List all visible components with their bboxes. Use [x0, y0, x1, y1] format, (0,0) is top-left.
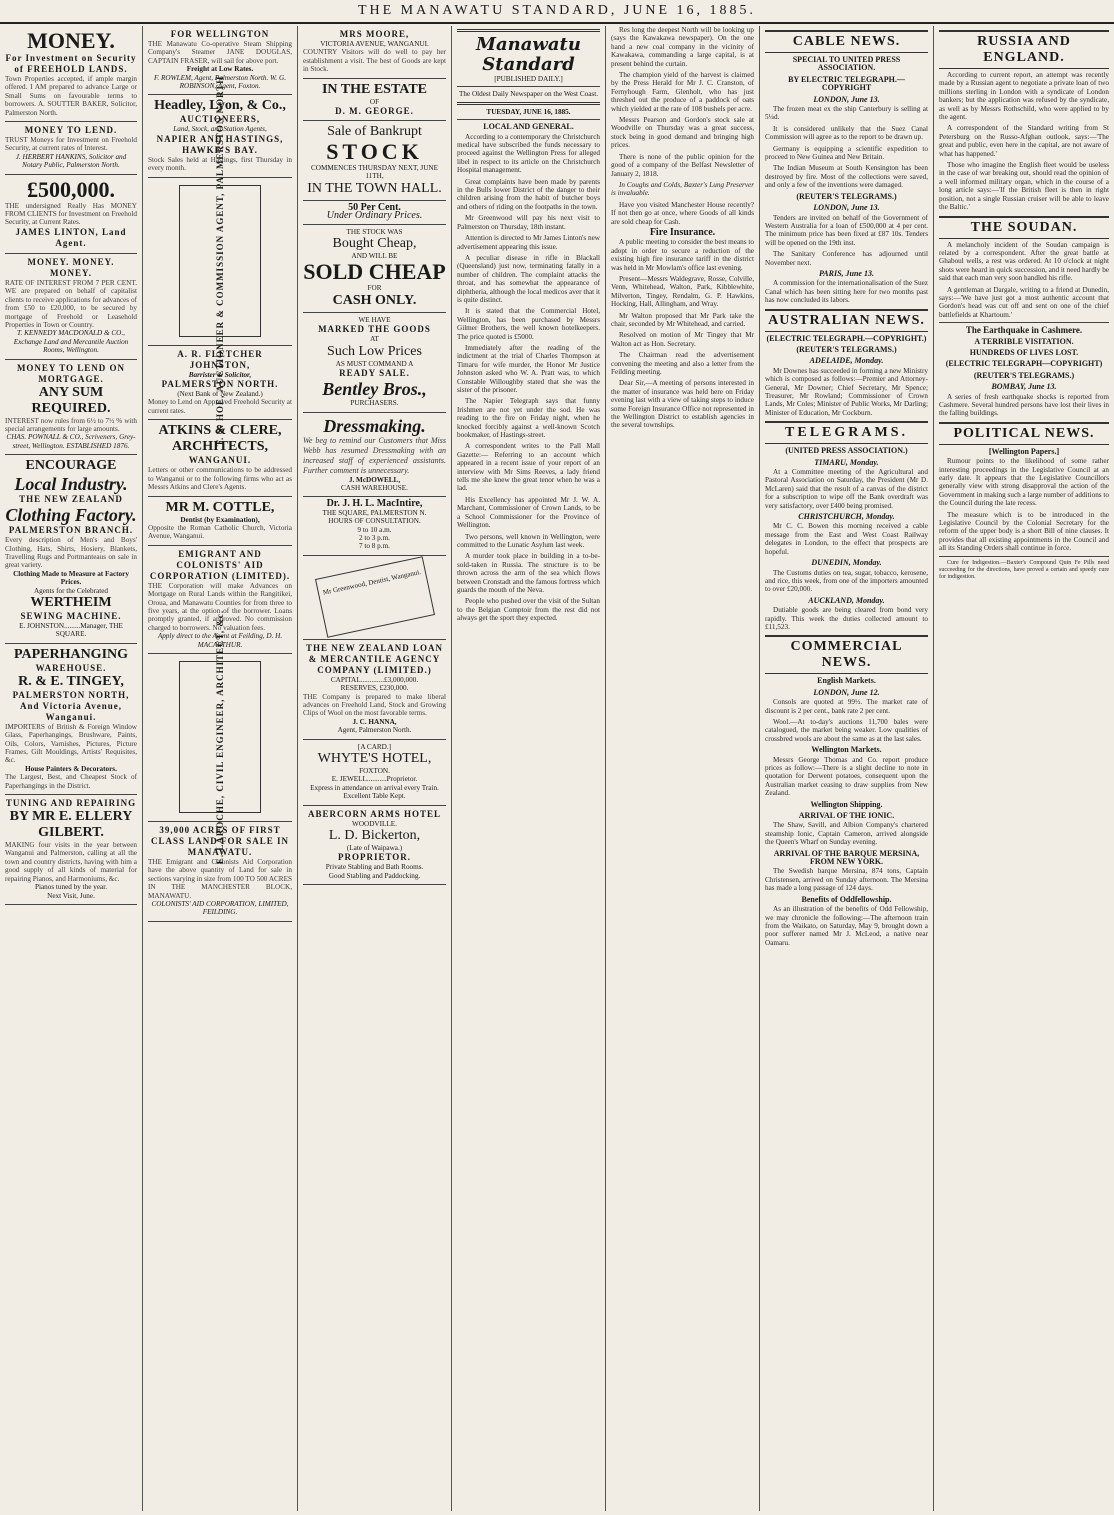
tingey: R. & E. TINGEY, — [18, 673, 124, 689]
welly-mkts: Wellington Markets. — [811, 745, 882, 755]
lend-body: TRUST Moneys for Investment on Freehold Security, at current rates of Interest. — [5, 136, 137, 153]
money3-title: MONEY. MONEY. MONEY. — [27, 256, 115, 278]
col4-p7: Immediately after the reading of the indictment at the trial of Charles Thompson at Timaru for wife murder, the Honor Mr Justice Johnston asked who W. A. Pratt was, to which Constable Willoughby stated that she was the sister of the prisoner. — [457, 343, 600, 394]
napier: NAPIER AND HASTINGS, HAWKE'S BAY. — [156, 133, 284, 155]
big-sum: £500,000. — [27, 176, 115, 202]
col4-p12: A murder took place in building in a to-be-sold-taken in Russia. The structure is to be thrown across the arm of the sea which flows between Cronstadt and the famous fortress which guards the mouth of the Neva. — [457, 552, 600, 594]
ellery-body: MAKING four visits in the year between Wanganui and Palmerston, calling at all the town and country districts, having with him a good supply of all kinds of material for repairing Pianos, and Harmoniums, &c. — [5, 841, 137, 883]
column-5 — [605, 26, 759, 1511]
col7-p2: A correspondent of the Standard writing from St Petersburg on the Russo-Afghan outlook, says:—'The great and public, even here in the capital, are not aware of what has happened.' — [939, 124, 1109, 158]
reserves: RESERVES, £230,000. — [340, 684, 409, 693]
col6-p1: The frozen meat ex the ship Canterbury is selling at 5¼d. — [765, 105, 928, 122]
col6-p14: Wool.—At to-day's auctions 11,700 bales were catalogued, the market being weaker. Low qualities of crossbred wools are about the same as at the last sales. — [765, 717, 928, 743]
land: Land, Stock, and Station Agents, — [173, 125, 267, 134]
under: Under Ordinary Prices. — [326, 210, 423, 222]
paris: PARIS, June 13. — [819, 268, 874, 278]
bank: (Next Bank of New Zealand.) — [177, 390, 263, 399]
branch-body: Every description of Men's and Boys' Clothing, Hats, Shirts, Hosiery, Blankets, Travelling Rugs and Portmanteaus on sale in great variety. — [5, 536, 137, 570]
money-title: MONEY. — [27, 28, 115, 53]
palm: PALMERSTON NORTH. — [161, 379, 279, 390]
branch: PALMERSTON BRANCH. — [8, 525, 134, 536]
next-visit: Next Visit, June. — [47, 891, 95, 900]
column-6 — [759, 26, 933, 1511]
of: OF — [369, 97, 380, 106]
stabling: Good Stabling and Paddocking. — [328, 871, 421, 880]
hanna: J. C. HANNA, — [352, 717, 397, 726]
published: [PUBLISHED DAILY.] — [494, 75, 563, 83]
telegrams: TELEGRAMS. — [765, 421, 928, 444]
column-2 — [142, 26, 297, 1511]
for-wellington: FOR WELLINGTON — [170, 29, 270, 39]
acres-sign: COLONISTS' AID CORPORATION, LIMITED, FEILDING. — [151, 900, 289, 917]
abercorn: ABERCORN ARMS HOTEL — [307, 808, 442, 819]
col5-p9: Resolved on motion of Mr Tingey that Mr Walton act as Hon. Secretary. — [611, 331, 754, 348]
baths: Private Stabling and Bath Rooms. — [325, 863, 424, 872]
reuter: (REUTER'S TELEGRAMS.) — [796, 191, 897, 201]
h3: 7 to 8 p.m. — [359, 542, 390, 551]
bought: Bought Cheap, — [332, 236, 417, 252]
col4-p3: Mr Greenwood will pay his next visit to Palmerston on Thursday, 18th instant. — [457, 214, 600, 231]
london1: LONDON, June 13. — [813, 94, 880, 104]
sold-cheap: SOLD CHEAP — [303, 259, 446, 285]
dentist: Dentist (by Examination), — [180, 515, 260, 524]
russia-england: RUSSIA AND ENGLAND. — [939, 30, 1109, 69]
paperhanging: PAPERHANGING — [13, 646, 129, 662]
express: Express in attendance on arrival every Train. — [310, 783, 439, 792]
acres: 39,000 ACRES OF FIRST CLASS LAND FOR SALE IN MANAWATU. — [150, 824, 290, 857]
by-elec: BY ELECTRIC TELEGRAPH.—COPYRIGHT — [788, 74, 905, 93]
col7-p3: Those who imagine the English fleet would be useless in the case of war breaking out, should read the opinion of a well informed military organ, which in the course of a long article says:—'If the British fleet is then in right position, not a single Russian cruiser will be able to leave the Baltic.' — [939, 161, 1109, 212]
col6-p12: Dutiable goods are being cleared from bond very rapidly. This week the duties collected amount to £11,523. — [765, 606, 928, 631]
ad-ellery — [5, 795, 137, 905]
stock-will: THE STOCK WAS — [346, 227, 403, 236]
col6-p2: It is considered unlikely that the Suez Canal Commission will agree as to the report to be drawn up. — [765, 124, 928, 142]
earthquake: The Earthquake in Cashmere. — [965, 325, 1083, 336]
local-general: LOCAL AND GENERAL. — [483, 122, 574, 132]
clothing-factory: Clothing Factory. — [5, 505, 137, 526]
house-body: The Largest, Best, and Cheapest Stock of Paperhangings in the District. — [5, 773, 137, 790]
col6-p3: Germany is equipping a scientific expedition to proceed to New Guinea and New Britain. — [765, 144, 928, 162]
fire-insurance: Fire Insurance. — [649, 226, 716, 238]
pianos: Pianos tuned by the year. — [34, 883, 108, 892]
loan-body: THE Company is prepared to make liberal advances on Freehold Land, Stock and Growing Clips of Wool on the most favorable terms. — [303, 692, 446, 718]
ad-money-soutter — [5, 26, 137, 122]
marked: MARKED THE GOODS — [318, 324, 431, 335]
col4-p4: Attention is directed to Mr James Linton's new advertisement appearing this issue. — [457, 234, 600, 251]
dress-body: We beg to remind our Customers that Miss Webb has resumed Dressmaking with an increased staff of experienced assistants. Further comment is unnecessary. — [303, 435, 446, 475]
dunedin: DUNEDIN, Monday. — [811, 558, 882, 568]
wertheim: WERTHEIM — [30, 595, 112, 610]
col5-p7: Present—Messrs Waldegrave, Rosse, Colville, Venn, Whitehead, Walton, Park, Kibblewhite, Milverton, Tingey, Rendalm, G. P. Hawkins, Hocking, Hall, Allingham, and Wray. — [611, 274, 754, 309]
elec2: (ELECTRIC TELEGRAPH.—COPYRIGHT.) — [766, 333, 927, 343]
tingey-body: IMPORTERS of British & Foreign Window Glass, Paperhangings, Brushware, Paints, Oils, Colors, Varnishes, Pictures, Picture Frames, Gilt Mouldings, Artists' Requisites, &c. — [5, 722, 137, 765]
warehouse: WAREHOUSE. — [35, 662, 107, 673]
proprietor: PROPRIETOR. — [337, 852, 412, 863]
col6-p15: Messrs George Thomas and Co. report produce prices as follow:—There is a slight decline to note in quotation for Derwent potatoes, consequent upon the Australian market ceasing to draw supplies from New Zealand. — [765, 755, 928, 798]
ad-dressmaking — [303, 413, 446, 498]
col7-p5: A gentleman at Dargale, writing to a friend at Dunedin, says:—'We have just got a most authentic account that Gordon's head was cut off and sent on one of the chief battlefields at Khartoum.' — [939, 285, 1109, 319]
ready: READY SALE. — [339, 368, 410, 379]
money-sub: For Investment on Security of FREEHOLD LANDS. — [5, 53, 137, 74]
col5-p5: Have you visited Manchester House recently? If not then go at once, where Goods of all kinds are sold cheap for Cash. — [611, 200, 754, 226]
bentley: Bentley Bros., — [322, 379, 427, 400]
ad-tingey — [5, 644, 137, 795]
fletcher: A. R. FLETCHER JOHNSTON, — [177, 348, 263, 370]
loan: THE NEW ZEALAND LOAN & MERCANTILE AGENCY COMPANY (LIMITED.) — [305, 642, 444, 675]
col4-p5: A peculiar disease in rifle in Blackall (Queensland) just now, terminating fatally in a number of children. The complaint attacks the throat, and has somewhat the appearance of diphtheria, although the local medicos aver that it is quite distinct. — [457, 253, 600, 304]
col4-p13: People who pushed over the visit of the Sultan to the Belgian Comptoir from the rest did not always get the sport they expected. — [457, 597, 600, 623]
col4-p6: It is stated that the Commercial Hotel, Wellington, has been purchased by Messrs Gilmer Brothers, the well known hotelkeepers. The price quoted is £5000. — [457, 307, 600, 341]
col6-p16: The Shaw, Savill, and Albion Company's chartered steamship Ionic, Captain Cameron, arrived alongside the Queen's Wharf on Sunday evening. — [765, 821, 928, 847]
at: AT — [370, 335, 379, 344]
col5-p10: The Chairman read the advertisement convening the meeting and also a letter from the Feilding meeting. — [611, 351, 754, 377]
house-painters: House Painters & Decorators. — [25, 764, 117, 773]
sale-header: IN THE ESTATE — [321, 81, 428, 97]
mcdowell: J. McDOWELL, — [348, 475, 401, 484]
will-be: AND WILL BE — [351, 252, 398, 261]
cash-only: CASH ONLY. — [332, 292, 417, 308]
such-low: Such Low Prices — [327, 343, 422, 359]
col6-p8: Mr Downes has succeeded in forming a new Ministry which is composed as follows:—Premier and Attorney-General, Mr Downer; Chief Secretary, Mr Spence; Treasurer, Mr Rowland; Commissioner of Crown Lands, Mr Coles; Minister of Public Works, Mr Darling; Minister of Education, Mr Cockburn. — [765, 366, 928, 417]
english-markets: English Markets. — [817, 676, 876, 686]
page-masthead: THE MANAWATU STANDARD, JUNE 16, 1885. — [0, 0, 1114, 24]
moore-loc: VICTORIA AVENUE, WANGANUI. — [320, 40, 429, 48]
whyte-foxton: FOXTON. — [359, 767, 390, 775]
col5-p11: Dear Sir,—A meeting of persons interested in the matter of insurance was held here on Friday evening last with a view of taking steps to induce some Foreign Insurance Office not represented in the Wellington District to establish agencies in the several townships. — [611, 379, 754, 430]
col6-p17: The Swedish barque Mersina, 874 tons, Captain Christensen, arrived on Sunday afternoon. The Mersina has made a long passage of 124 days. — [765, 867, 928, 893]
london2: LONDON, June 13. — [813, 203, 880, 213]
col6-p13: Consols are quoted at 99½. The market rate of discount is 2 per cent., bank rate 2 per cent. — [765, 698, 928, 715]
whyte: WHYTE'S HOTEL, — [317, 751, 432, 766]
ad-abercorn — [303, 806, 446, 886]
atkins: ATKINS & CLERE, — [158, 423, 282, 439]
wanganui: WANGANUI. — [188, 455, 252, 466]
ad-linton — [5, 175, 137, 254]
london3: LONDON, June 12. — [813, 687, 880, 697]
money3-sign: T. KENNEDY MACDONALD & CO., Exchange Land and Mercantile Auction Rooms, Wellington. — [13, 329, 129, 355]
money-body: Town Properties accepted, if ample margin offered. I AM prepared to advance Large or Small Sums on favourable terms to borrowers. A. SOUTTER BAKER, Solicitor, Palmerston North. — [5, 75, 137, 117]
atkins-body: Letters or other communications to be addressed to Wanganui or to the following firms who act as Messrs Atkins and Clere's Agents. — [148, 466, 292, 492]
emigrant-body: THE Corporation will make Advances on Mortgage on Rural Lands within the Rangitikei, Oroua, and Manawatu Counties for from three to five years, at the option of the borrower. Loans promptly granted, if approved. No commission charged to borrowers. No valuation fees. — [148, 581, 292, 632]
h1: 9 to 10 a.m. — [357, 525, 392, 534]
any-sum-sign: CHAS. POWNALL & CO., Scriveners, Grey-street, Wellington. ESTABLISHED 1876. — [6, 433, 136, 450]
money-lend: Money to Lend on Approved Freehold Security at current rates. — [148, 398, 292, 415]
column-7 — [933, 26, 1114, 1511]
auckland: AUCKLAND, Monday. — [808, 595, 885, 605]
town-hall: IN THE TOWN HALL. — [307, 180, 442, 196]
col7-ad: Cure for Indigestion.—Baxter's Compound Quin Fe Pills need succeeding for the directions, have proved a certain and speedy cure for indigestion. — [939, 559, 1109, 580]
sale-bankrupt: Sale of Bankrupt — [327, 124, 422, 140]
square: THE SQUARE, PALMERSTON N. — [322, 508, 427, 517]
george: D. M. GEORGE. — [335, 106, 414, 117]
ad-bankrupt-sale — [303, 79, 446, 413]
upa: (UNITED PRESS ASSOCIATION.) — [785, 446, 908, 456]
agents: Agents for the Celebrated — [33, 586, 109, 595]
col7-p1: According to current report, an attempt was recently made by a Russian agent to negotiate a private loan of two millions sterling in London with a syndicate of London bankers; but the application was refused by the syndicate, as well as by Messrs Rothschild, who were applied to by the agent. — [939, 71, 1109, 122]
col5-p4: There is none of the public opinion for the good of a company of the Belfast Newsletter of January 2, 1818. — [611, 152, 754, 178]
col6-p9: At a Committee meeting of the Agricultural and Pastoral Association on Saturday, the President (Mr D. McLaren) said that the result of a canvas of the district for a subscription to wipe off the Bank overdraft was very satisfactory, over £400 being promised. — [765, 468, 928, 510]
col6-p6: The Sanitary Conference has adjourned until November next. — [765, 250, 928, 267]
emigrant: EMIGRANT AND COLONISTS' AID CORPORATION (LIMITED). — [149, 548, 291, 581]
commences: COMMENCES THURSDAY NEXT, JUNE 11TH, — [311, 164, 438, 181]
clients-sign: JAMES LINTON, Land Agent. — [15, 226, 127, 248]
headley: Headley, Lyon, & Co., — [154, 98, 286, 114]
timaru: TIMARU, Monday. — [814, 457, 879, 467]
hours: HOURS OF CONSULTATION. — [328, 517, 421, 526]
ad-loan — [303, 640, 446, 740]
col5-p1: Res long the deepest North will be looking up (says the Kawakawa newspaper). On the one hand a new coal company in the vicinity of Kawakawa, commanding a large capital, is at present behind the curtain. — [611, 26, 754, 68]
col6-p5: Tenders are invited on behalf of the Government of Western Australia for a loan of £500,000 at 4 per cent. The minimum price has been fixed at £87 10s. Tenders will be opened on the 19th inst. — [765, 213, 928, 247]
col4-p11: Two persons, well known in Wellington, were committed to the Lunatic Asylum last week. — [457, 532, 600, 549]
emigrant-sign: Apply direct to the Agent at Feilding, D. H. MACARTHUR. — [157, 632, 283, 649]
auctioneers: AUCTIONEERS, — [179, 114, 261, 125]
dressmaking: Dressmaking. — [323, 415, 426, 436]
clothing-made: Clothing Made to Measure at Factory Prices. — [13, 569, 129, 587]
ad-money-to-lend — [5, 122, 137, 175]
arrival: ARRIVAL OF THE IONIC. — [798, 811, 895, 821]
jane-body: THE Manawatu Co-operative Steam Shipping Company's Steamer JANE DOUGLAS, CAPTAIN FRASER, will sail for above port. — [148, 40, 292, 65]
woodville: WOODVILLE. — [352, 819, 397, 828]
reuter2: (REUTER'S TELEGRAMS.) — [796, 344, 897, 354]
ad-money-macdonald — [5, 254, 137, 360]
welly-papers: [Wellington Papers.] — [988, 446, 1060, 456]
rot1-text: T. S. HOE, AUCTIONEER & COMMISSION AGENT, PALMERSTON NORTH — [214, 75, 225, 446]
capital: CAPITAL.............£3,000,000. — [330, 675, 419, 684]
col4-p1: According to a contemporary the Christchurch medical have subscribed the funds necessary to proceed against the Wellington Press for alleged libel in respect to its article on the Christchurch Hospital management. — [457, 132, 600, 175]
h2: 2 to 3 p.m. — [359, 533, 390, 542]
oldest: The Oldest Daily Newspaper on the West Coast. — [458, 90, 598, 99]
australian-news: AUSTRALIAN NEWS. — [765, 309, 928, 332]
cash-wh: CASH WAREHOUSE. — [341, 483, 408, 492]
manager: E. JOHNSTON.........Manager, THE SQUARE. — [19, 622, 123, 639]
visitation: A TERRIBLE VISITATION. — [974, 336, 1074, 346]
hundreds: HUNDREDS OF LIVES LOST. — [969, 347, 1079, 357]
col5-p3: Messrs Pearson and Gordon's stock sale at Woodville on Thursday was a great success, stock being in good demand and bringing high prices. — [611, 116, 754, 150]
welly-ship: Wellington Shipping. — [810, 799, 883, 809]
col6-p10: Mr C. C. Bowen this morning received a cable message from the East and West Coast Railway delegates in London, to the effect that prospects are hopeful. — [765, 522, 928, 556]
barrister: Barrister & Solicitor, — [188, 370, 252, 379]
rot2-text: E. LAROCHE, CIVIL ENGINEER, ARCHITECT, &c. — [214, 609, 225, 865]
ellery: BY MR E. ELLERY GILBERT. — [9, 809, 133, 841]
ad-greenwood — [303, 556, 446, 640]
col7-reuter: (REUTER'S TELEGRAMS.) — [973, 370, 1075, 380]
issue-date: TUESDAY, JUNE 16, 1885. — [486, 107, 571, 116]
col6-p7: A commission for the internationalisation of the Suez Canal which has been sitting here for two months past has now concluded its labors. — [765, 279, 928, 305]
col4-p2: Great complaints have been made by parents in the Bulls lower District of the danger to their children arising from the habit of butcher boys and others of riding on the footpaths in the town. — [457, 177, 600, 211]
col5-ad1: In Coughs and Colds, Baxter's Lung Preserver is invaluable. — [611, 180, 754, 198]
political-news: POLITICAL NEWS. — [939, 422, 1109, 445]
waipawa: (Late of Waipawa.) — [346, 844, 403, 853]
col7-p8: The measure which is to be introduced in the Legislative Council by the Colonial Secretary for the reform of the upper body is a short Bill of nine clauses. It provides that all existing appointments in the Council and all its Standing Orders shall continue in force. — [939, 510, 1109, 553]
lend-title: MONEY TO LEND. — [24, 125, 118, 136]
card: [A CARD.] — [357, 742, 392, 751]
lend-sign: J. HERBERT HANKINS, Solicitor and Notary Public, Palmerston North. — [15, 152, 127, 170]
column-4 — [451, 26, 605, 1511]
ad-clothing-factory — [5, 455, 137, 644]
table: Excellent Table Kept. — [343, 792, 406, 801]
for: FOR — [367, 284, 382, 293]
column-1 — [0, 26, 142, 1511]
architects: ARCHITECTS, — [171, 439, 269, 455]
ad-pownall — [5, 360, 137, 456]
adelaide: ADELAIDE, Monday. — [809, 356, 884, 366]
col6-p11: The Customs duties on tea, sugar, tobacco, kerosene, and rice, this week, from one of the importers amounted to over £20,000. — [765, 568, 928, 594]
ad-macintire — [303, 497, 446, 555]
cottle: MR M. COTTLE, — [165, 499, 275, 515]
encourage: ENCOURAGE — [25, 458, 117, 474]
acres-body: THE Emigrant and Colonists Aid Corporation have the above quantity of Land for sale in sections varying in size from 100 TO 500 ACRES IN THE MANCHESTER BLOCK, MANAWATU. — [148, 857, 292, 900]
cable-news: CABLE NEWS. — [765, 30, 928, 53]
bickerton: L. D. Bickerton, — [328, 828, 421, 844]
oddfellowship: Benefits of Oddfellowship. — [801, 894, 892, 904]
col4-p10: His Excellency has appointed Mr J. W. A. Marchant, Commissioner of Crown Lands, to be a School Commissioner for the Province of Wellington. — [457, 495, 600, 530]
moore-body: COUNTRY Visitors will do well to pay her establishment a visit. The best of Goods are kept in Stock. — [303, 48, 446, 74]
the-soudan: THE SOUDAN. — [939, 216, 1109, 239]
ad-cottle — [148, 497, 292, 546]
col6-p4: The Indian Museum at South Kensington has been destroyed by fire. Most of the collections were saved, and only a few of the inventions were damaged. — [765, 164, 928, 190]
command: AS MUST COMMAND A — [335, 359, 414, 368]
freight: Freight at Low Rates. — [186, 65, 254, 74]
tingey-loc: PALMERSTON NORTH, And Victoria Avenue, Wanganui. — [12, 689, 130, 722]
mortgage-title: MONEY TO LEND ON MORTGAGE. — [16, 362, 126, 384]
special: SPECIAL TO UNITED PRESS ASSOCIATION. — [792, 55, 901, 73]
nz: THE NEW ZEALAND — [19, 494, 123, 505]
christchurch: CHRISTCHURCH, Monday. — [798, 512, 895, 522]
col5-p8: Mr Walton proposed that Mr Park take the chair, seconded by Mr Whitehead, and carried. — [611, 311, 754, 328]
cottle-body: Opposite the Roman Catholic Church, Victoria Avenue, Wanganui. — [148, 523, 292, 541]
arrival2: ARRIVAL OF THE BARQUE MERSINA, FROM NEW YORK. — [773, 848, 920, 867]
col6-p18: As an illustration of the benefits of Odd Fellowship, we may chronicle the following:—The afternoon train from the Waikato, on Saturday, May 9, brought down a poor sufferer named Mr J. McLeod, a native near Oamaru. — [765, 905, 928, 947]
stock-sales: Stock Sales held at Hastings, first Thursday in every month. — [148, 155, 292, 173]
col5-p2: The champion yield of the harvest is claimed by the Press Herald for Mr J. C. Cranston, of Fernyhough Farm, Glenholt, who has just threshed out the produce of a paddock of oats which yielded at the rate of 108 bushels per acre. — [611, 71, 754, 113]
purchasers: PURCHASERS. — [350, 399, 399, 408]
macintire: Dr. J. H. L. MacIntire, — [326, 498, 423, 510]
col7-elec: (ELECTRIC TELEGRAPH—COPYRIGHT) — [945, 359, 1103, 369]
col5-p6: A public meeting to consider the best means to adopt in order to secure a reduction of the existing high fire insurance tariff in the district was held in Mr Mowlam's office last evening. — [611, 238, 754, 272]
bombay: BOMBAY, June 13. — [991, 382, 1057, 392]
col4-p9: A correspondent writes to the Pall Mall Gazette:— Referring to an account which appeared in a recent issue of your report of an interview with Mr Sims Reeves, a lady friend tells me she knew the great tenor when he was a lad. — [457, 442, 600, 493]
column-3 — [297, 26, 451, 1511]
col7-p7: Rumour points to the likelihood of some rather interesting proceedings in the Legislative Council at an early date. It appears that the Legislative Councillors generally view with strong disapproval the action of the Government in making such a large number of additions to the Council during the late recess. — [939, 457, 1109, 508]
stamp-greenwood: Mr Greenwood, Dentist, Wanganui. — [314, 556, 434, 638]
any-sum: ANY SUM REQUIRED. — [31, 384, 111, 416]
we-have: WE HAVE — [358, 315, 391, 324]
freight-sign: F. ROWLEM, Agent, Palmerston North. W. G. ROBINSON, Agent, Foxton. — [153, 73, 287, 91]
local-industry: Local Industry. — [14, 474, 128, 495]
per-cent: 50 Per Cent. — [348, 201, 401, 213]
money3-body: RATE OF INTEREST FROM 7 PER CENT. WE are prepared on behalf of capitalist clients to receive applications for advances of from £50 to £20,000, to be secured by mortgage of Freehold or Leasehold Properties in Town or Country. — [5, 278, 137, 329]
jewell: E. JEWELL...........Proprietor. — [331, 775, 418, 784]
tuning: TUNING AND REPAIRING — [5, 798, 137, 809]
ad-whyte — [303, 740, 446, 806]
moore: MRS MOORE, — [339, 29, 410, 39]
col4-p8: The Napier Telegraph says that funny Irishmen are not yet under the sod. He was reading to the fire on Friday night, when he knocked forcibly against a well-known Scotch bookmaker, of Hastings-street. — [457, 397, 600, 440]
any-sum-body: INTEREST now rules from 6½ to 7½ % with special arrangements for large amounts. — [5, 416, 137, 433]
col7-p4: A melancholy incident of the Soudan campaign is related by a correspondent. After the great battle at Ghaboul wells, a rest was ordered. At 10 o'clock at night shots were heard in quick succession, and it need hardly be said that each man very soon handled his rifle. — [939, 240, 1109, 283]
stock: STOCK — [326, 139, 423, 165]
sewing: SEWING MACHINE. — [20, 611, 122, 621]
ad-moore — [303, 26, 446, 79]
hanna-loc: Agent, Palmerston North. — [337, 726, 412, 735]
clients-body: THE undersigned Really Has MONEY FROM CLIENTS for Investment on Freehold Security, at Current Rates. — [5, 201, 137, 227]
col7-p6: A series of fresh earthquake shocks is reported from Cashmere. Several hundred persons have lost their lives in the falling buildings. — [939, 392, 1109, 418]
paper-masthead: Manawatu Standard — [476, 34, 581, 75]
commercial-news: COMMERCIAL NEWS. — [765, 635, 928, 674]
